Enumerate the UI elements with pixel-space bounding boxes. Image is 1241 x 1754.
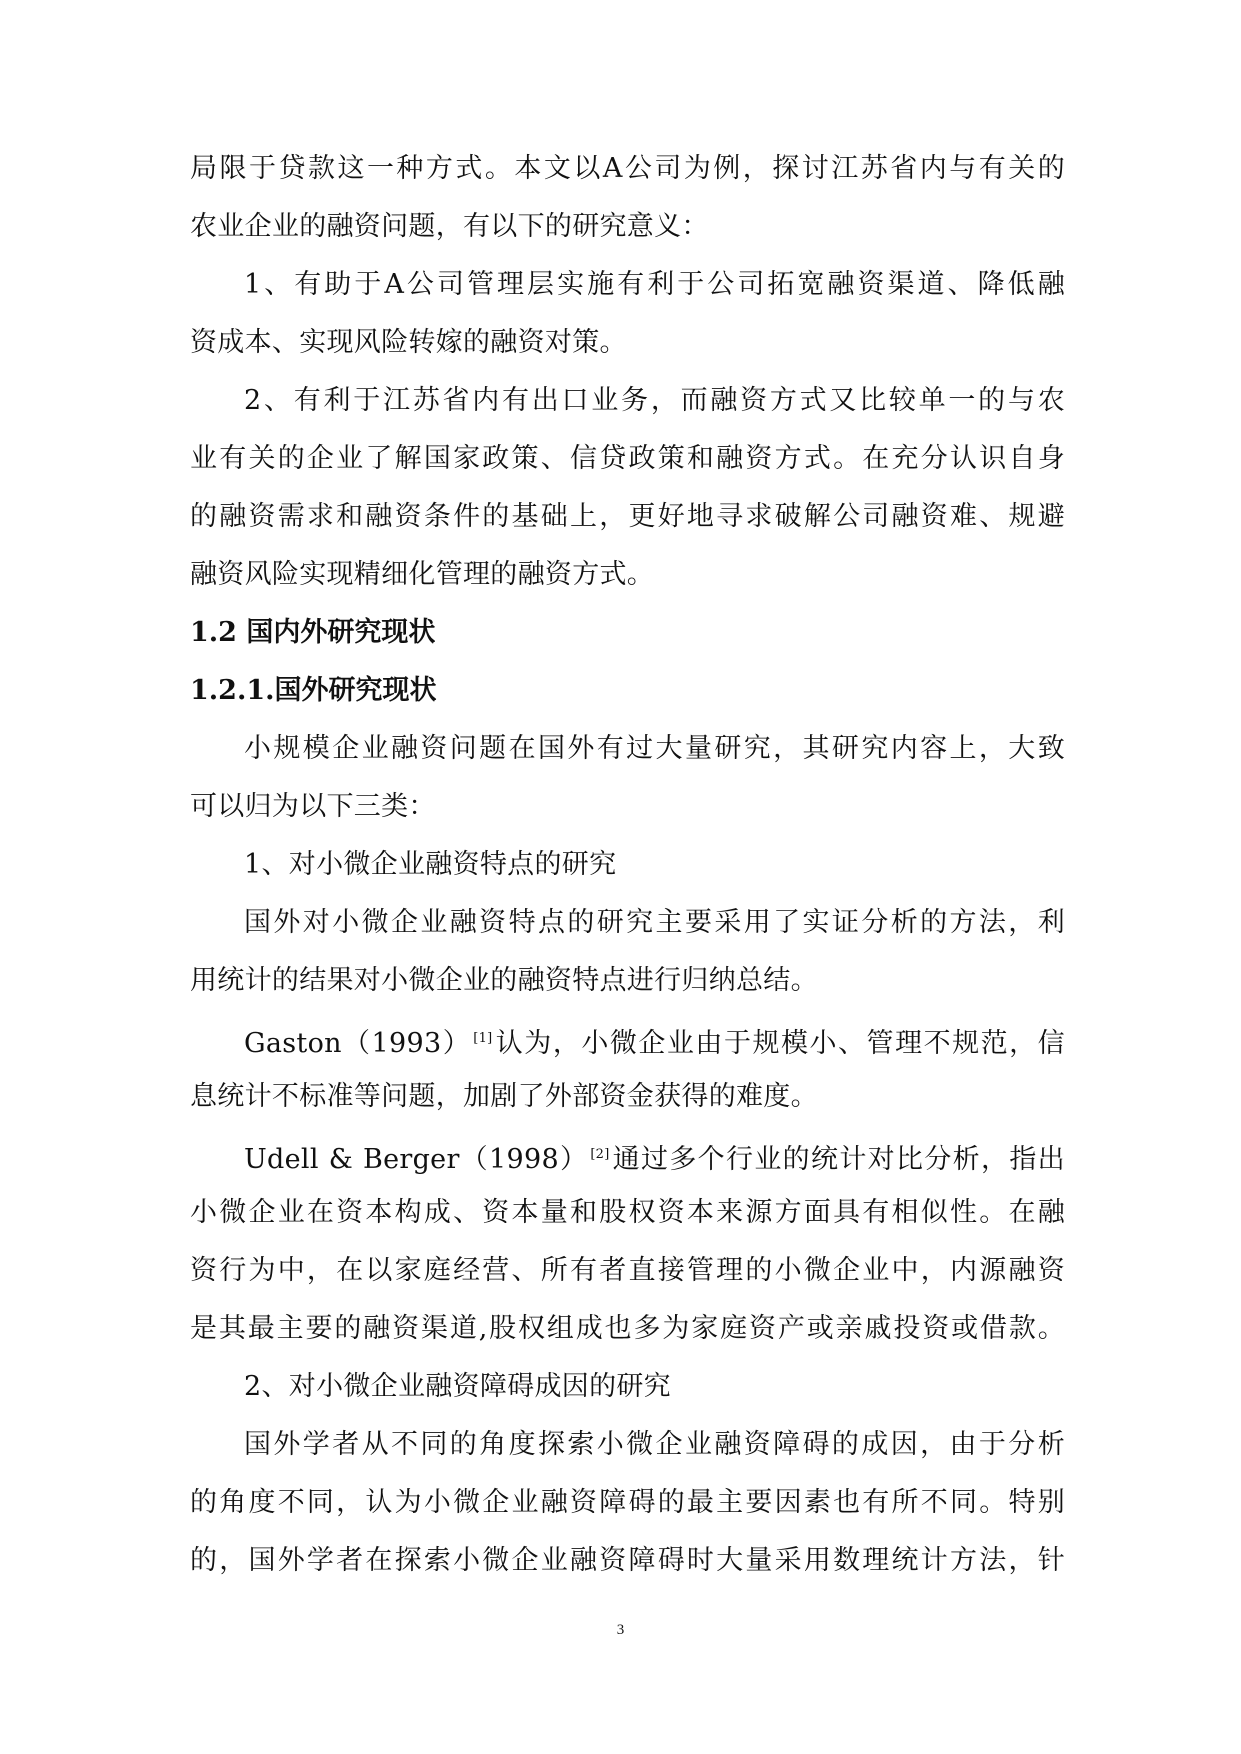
paragraph-line: 是其最主要的融资渠道,股权组成也多为家庭资产或亲戚投资或借款。	[190, 1313, 1065, 1344]
list-item-line: 资成本、实现风险转嫁的融资对策。	[190, 327, 627, 358]
citation-reference: [1]	[473, 1031, 493, 1046]
paragraph-line: 小微企业在资本构成、资本量和股权资本来源方面具有相似性。在融	[190, 1197, 1065, 1228]
paragraph-line: 小规模企业融资问题在国外有过大量研究，其研究内容上，大致	[244, 733, 1065, 764]
subsection-heading: 1.2.1.国外研究现状	[190, 675, 437, 706]
citation-author: Udell & Berger（1998）	[244, 1144, 589, 1175]
paragraph-line: 局限于贷款这一种方式。本文以A公司为例，探讨江苏省内与有关的	[190, 153, 1065, 184]
paragraph-line: 国外对小微企业融资特点的研究主要采用了实证分析的方法，利	[244, 907, 1065, 938]
paragraph-line: 农业企业的融资问题，有以下的研究意义：	[190, 211, 709, 242]
paragraph-line: 的角度不同，认为小微企业融资障碍的最主要因素也有所不同。特别	[190, 1487, 1065, 1518]
list-item-line: 2、有利于江苏省内有出口业务，而融资方式又比较单一的与农	[244, 385, 1065, 416]
body-text	[190, 140, 1065, 1590]
paragraph-line: 可以归为以下三类：	[190, 791, 436, 822]
paragraph-line: 的，国外学者在探索小微企业融资障碍时大量采用数理统计方法，针	[190, 1545, 1065, 1576]
list-item-line: 业有关的企业了解国家政策、信贷政策和融资方式。在充分认识自身	[190, 443, 1065, 474]
paragraph-line: 资行为中，在以家庭经营、所有者直接管理的小微企业中，内源融资	[190, 1255, 1065, 1286]
list-item-line: 1、有助于A公司管理层实施有利于公司拓宽融资渠道、降低融	[244, 269, 1065, 300]
paragraph-line: 用统计的结果对小微企业的融资特点进行归纳总结。	[190, 965, 818, 996]
topic-heading: 2、对小微企业融资障碍成因的研究	[244, 1371, 671, 1402]
paragraph-line	[190, 1010, 1065, 1068]
citation-author: Gaston（1993）	[244, 1028, 472, 1059]
section-heading: 1.2 国内外研究现状	[190, 617, 436, 648]
paragraph-line: 息统计不标准等问题，加剧了外部资金获得的难度。	[190, 1081, 818, 1112]
paragraph-line: 国外学者从不同的角度探索小微企业融资障碍的成因，由于分析	[244, 1429, 1065, 1460]
page-number: 3	[616, 1622, 625, 1638]
citation-reference: [2]	[590, 1147, 610, 1162]
citation-text: 通过多个行业的统计对比分析，指出	[611, 1144, 1065, 1175]
topic-heading: 1、对小微企业融资特点的研究	[244, 849, 617, 880]
list-item-line: 融资风险实现精细化管理的融资方式。	[190, 559, 655, 590]
citation-text: 认为，小微企业由于规模小、管理不规范，信	[494, 1028, 1065, 1059]
paragraph-line	[190, 1126, 1065, 1184]
list-item-line: 的融资需求和融资条件的基础上，更好地寻求破解公司融资难、规避	[190, 501, 1065, 532]
